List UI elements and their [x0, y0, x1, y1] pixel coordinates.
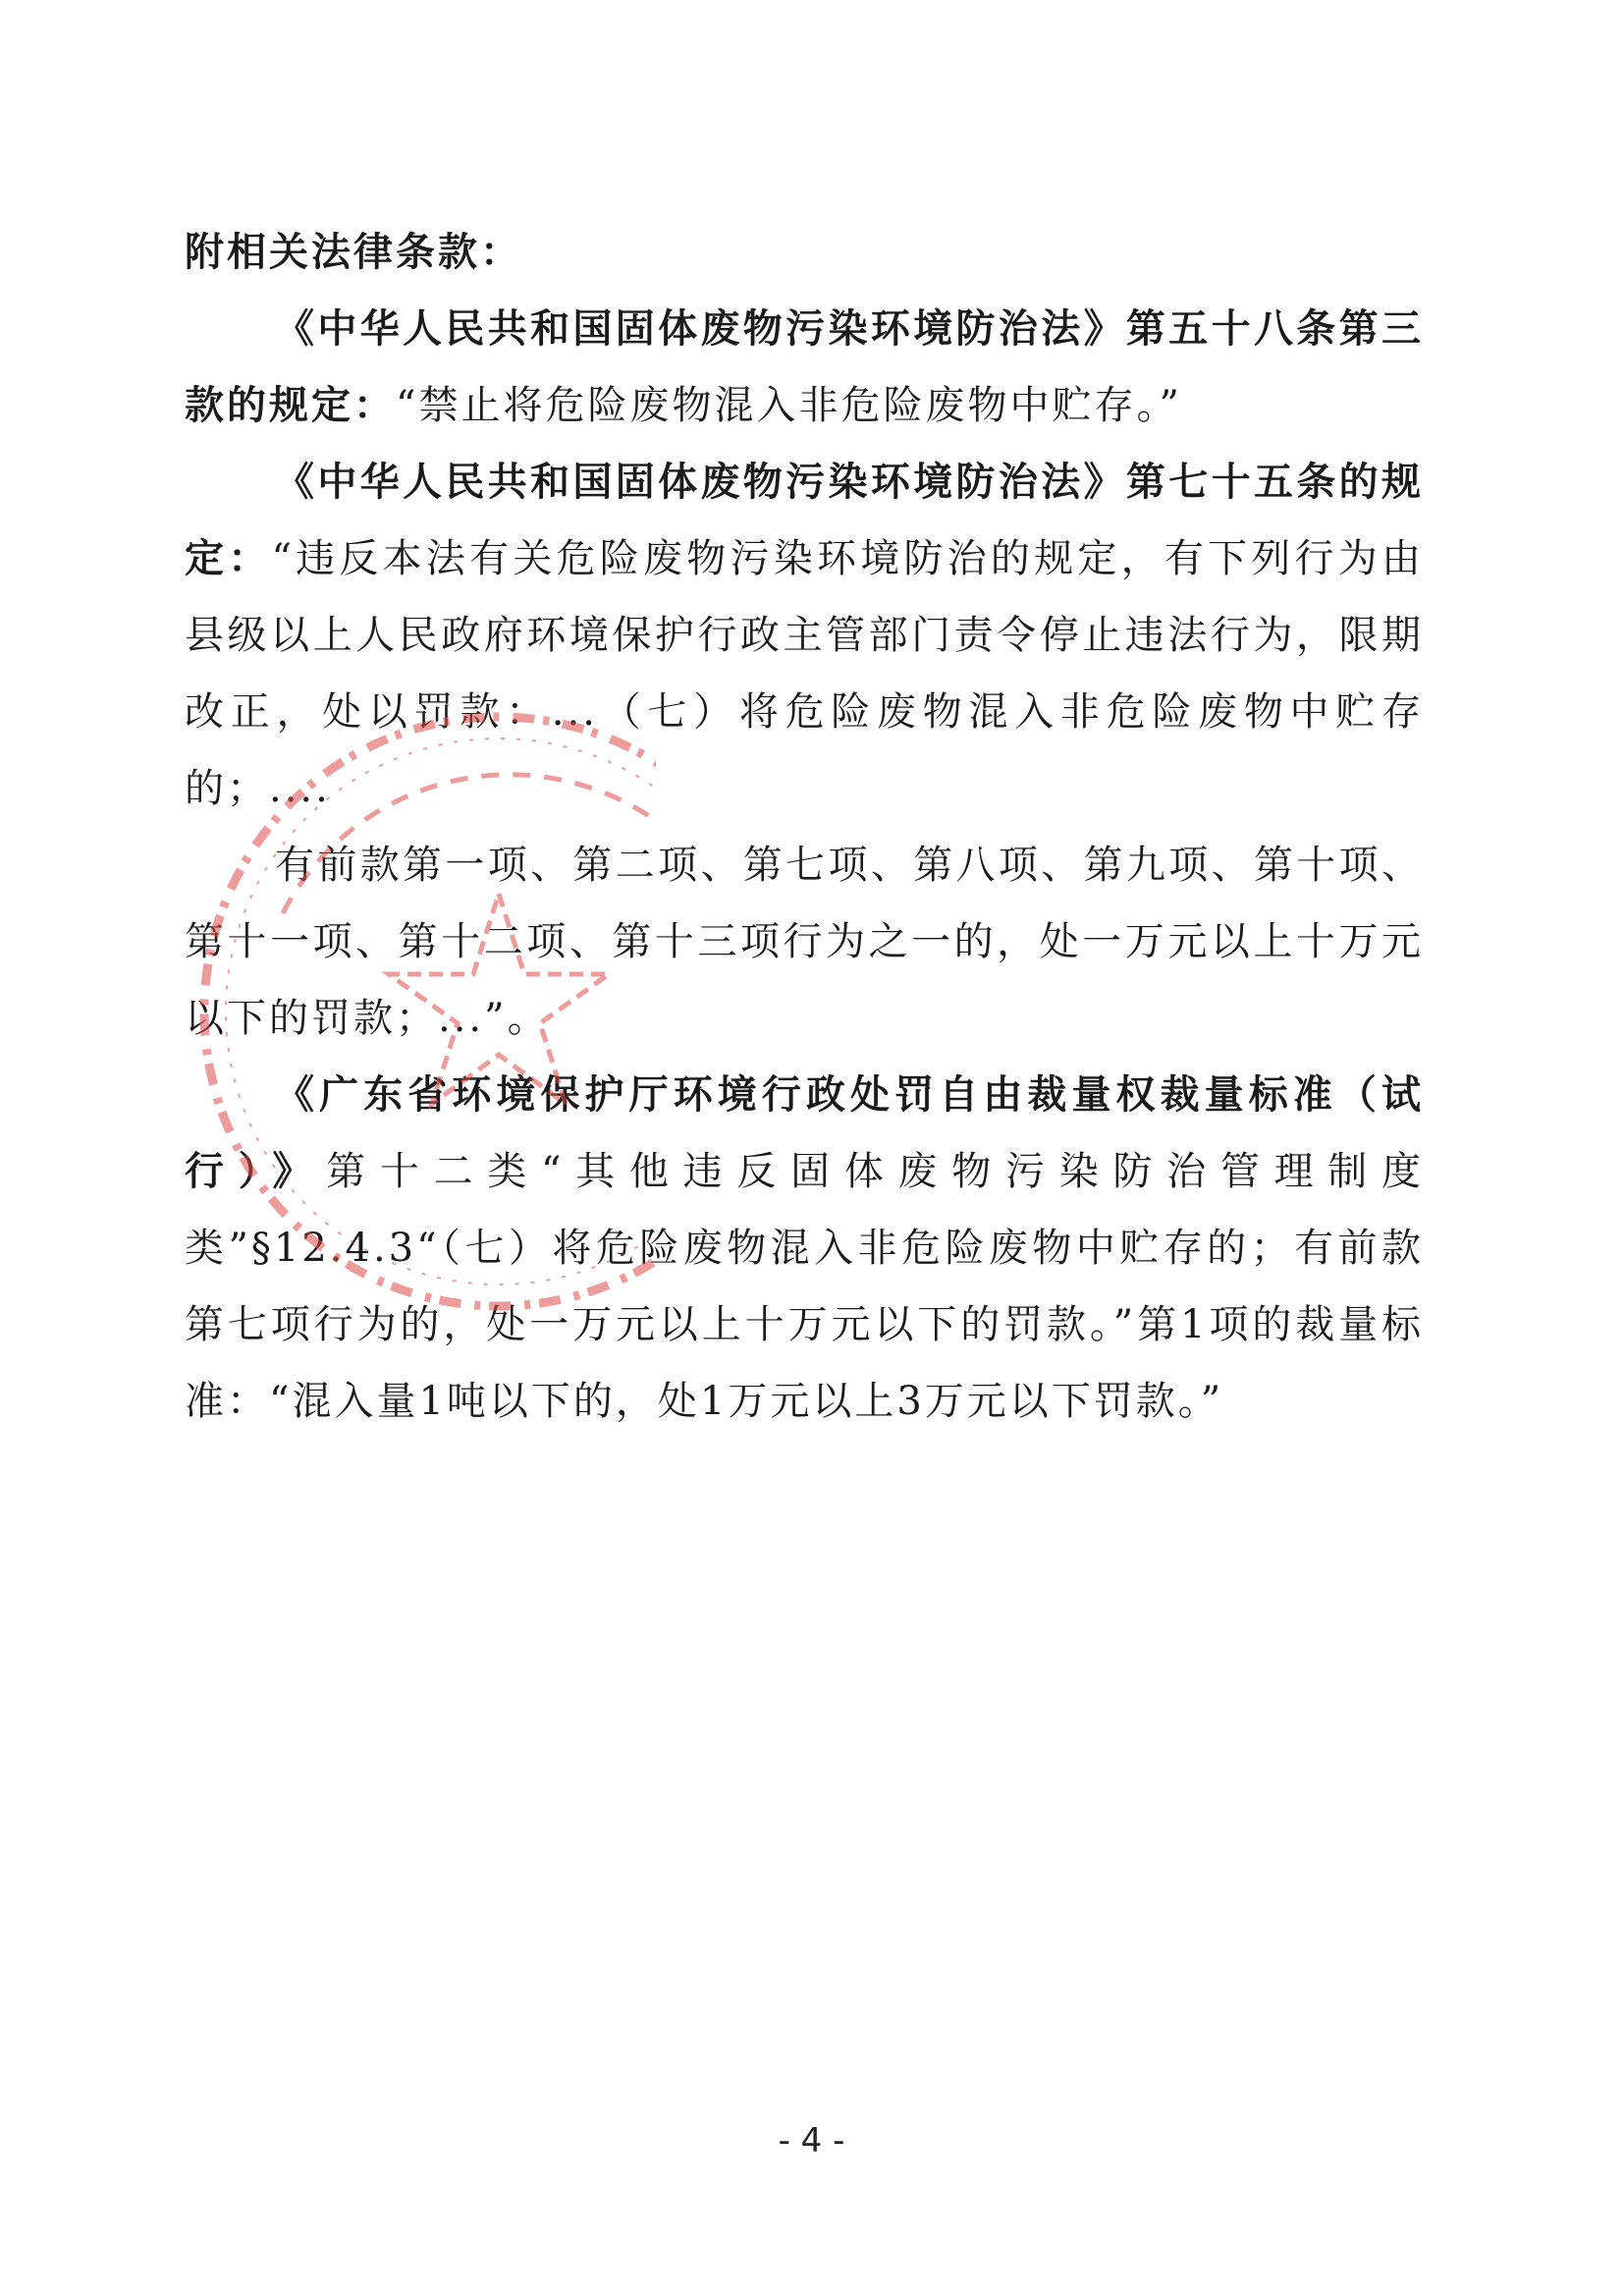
article-58-citation: 《中华人民共和国固体废物污染环境防治法》第五十八条第三款的规定：: [185, 305, 1424, 428]
article-75-citation: 《中华人民共和国固体废物污染环境防治法》第七十五条的规定：: [185, 459, 1424, 581]
guangdong-standard-content: 第十二类“其他违反固体废物污染防治管理制度类”§12.4.3“（七）将危险废物混入非危险废物中贮存的；有前款第七项行为的，处一万元以上十万元以下的罚款。”第1项的裁量标准：“混入量1吨以下的，处1万元以上3万元以下罚款。”: [185, 1149, 1425, 1424]
page-number: - 4 -: [778, 2121, 845, 2160]
paragraph-penalty-clause: 有前款第一项、第二项、第七项、第八项、第九项、第十项、第十一项、第十二项、第十三项行为之一的，处一万元以上十万元以下的罚款；...”。: [185, 843, 1424, 1041]
legal-text-block: [185, 214, 1424, 1440]
article-75-content: “违反本法有关危险废物污染环境防治的规定，有下列行为由县级以上人民政府环境保护行政主管部门责令停止违法行为，限期改正，处以罚款：...（七）将危险废物混入非危险废物中贮存的；....: [185, 536, 1424, 811]
paragraph-article-58: [185, 291, 1424, 444]
paragraph-guangdong-standard: [185, 1057, 1424, 1440]
paragraph-article-75: [185, 444, 1424, 827]
guangdong-standard-citation: 《广东省环境保护厅环境行政处罚自由裁量权裁量标准（试行）》: [185, 1071, 1424, 1194]
section-heading: 附相关法律条款：: [185, 229, 522, 275]
article-58-content: “禁止将危险废物混入非危险废物中贮存。”: [396, 383, 1182, 428]
